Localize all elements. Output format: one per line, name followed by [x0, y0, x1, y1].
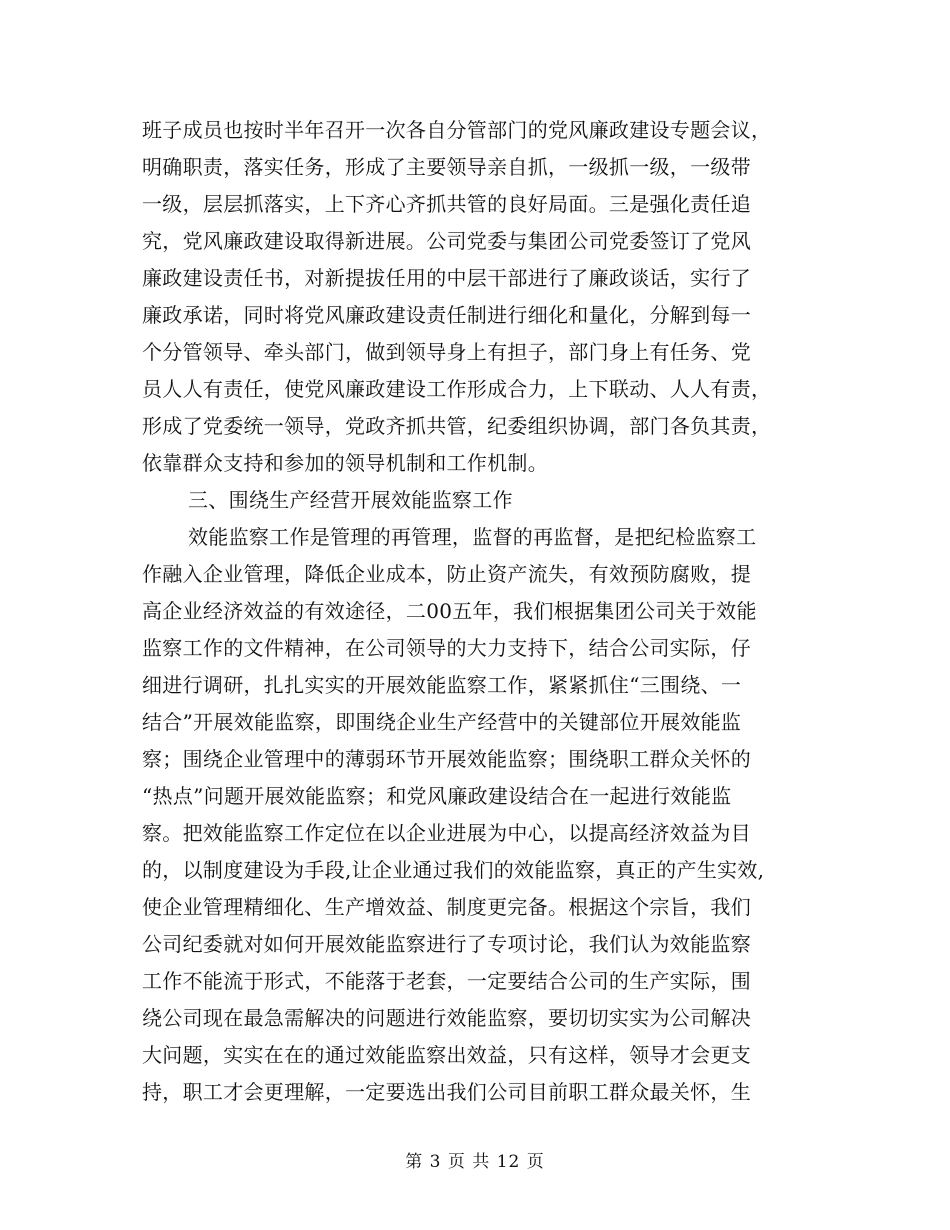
text-line: 监察工作的文件精神，在公司领导的大力支持下，结合公司实际，仔	[142, 636, 751, 660]
text-line: 个分管领导、牵头部门，做到领导身上有担子，部门身上有任务、党	[142, 340, 751, 364]
text-line: “热点”问题开展效能监察；和党风廉政建设结合在一起进行效能监	[142, 784, 732, 808]
text-line: 廉政承诺，同时将党风廉政建设责任制进行细化和量化，分解到每一	[142, 303, 751, 327]
text-line: 察。把效能监察工作定位在以企业进展为中心，以提高经济效益为目	[142, 821, 751, 845]
text-line: 公司纪委就对如何开展效能监察进行了专项讨论，我们认为效能监察	[142, 932, 751, 956]
document-body	[142, 112, 822, 1111]
text-line: 工作不能流于形式，不能落于老套，一定要结合公司的生产实际，围	[142, 969, 751, 993]
text-line: 形成了党委统一领导，党政齐抓共管，纪委组织协调，部门各负其责，	[142, 414, 772, 438]
text-line: 班子成员也按时半年召开一次各自分管部门的党风廉政建设专题会议，	[142, 118, 772, 142]
text-line: 效能监察工作是管理的再管理，监督的再监督，是把纪检监察工	[188, 525, 757, 549]
section-heading: 三、围绕生产经营开展效能监察工作	[188, 488, 513, 512]
text-line: 廉政建设责任书，对新提拔任用的中层干部进行了廉政谈话，实行了	[142, 266, 751, 290]
page-footer: 第 3 页 共 12 页	[405, 1152, 545, 1172]
text-line: 依靠群众支持和参加的领导机制和工作机制。	[142, 451, 548, 475]
text-line: 使企业管理精细化、生产增效益、制度更完备。根据这个宗旨，我们	[142, 895, 751, 919]
text-line: 大问题，实实在在的通过效能监察出效益，只有这样，领导才会更支	[142, 1043, 751, 1067]
text-line: 员人人有责任，使党风廉政建设工作形成合力，上下联动、人人有责，	[142, 377, 772, 401]
text-line: 绕公司现在最急需解决的问题进行效能监察，要切切实实为公司解决	[142, 1006, 751, 1030]
text-line: 持，职工才会更理解，一定要选出我们公司目前职工群众最关怀，生	[142, 1080, 751, 1104]
text-line: 究，党风廉政建设取得新进展。公司党委与集团公司党委签订了党风	[142, 229, 751, 253]
text-line: 细进行调研，扎扎实实的开展效能监察工作，紧紧抓住“三围绕、一	[142, 673, 742, 697]
text-line: 高企业经济效益的有效途径，二00五年，我们根据集团公司关于效能	[142, 599, 757, 623]
text-line: 作融入企业管理，降低企业成本，防止资产流失，有效预防腐败，提	[142, 562, 751, 586]
text-line: 结合”开展效能监察，即围绕企业生产经营中的关键部位开展效能监	[142, 710, 742, 734]
text-line: 一级，层层抓落实，上下齐心齐抓共管的良好局面。三是强化责任追	[142, 192, 751, 216]
text-line: 的，以制度建设为手段,让企业通过我们的效能监察，真正的产生实效,	[142, 858, 765, 882]
text-line: 察；围绕企业管理中的薄弱环节开展效能监察；围绕职工群众关怀的	[142, 747, 751, 771]
text-line: 明确职责，落实任务，形成了主要领导亲自抓，一级抓一级，一级带	[142, 155, 751, 179]
